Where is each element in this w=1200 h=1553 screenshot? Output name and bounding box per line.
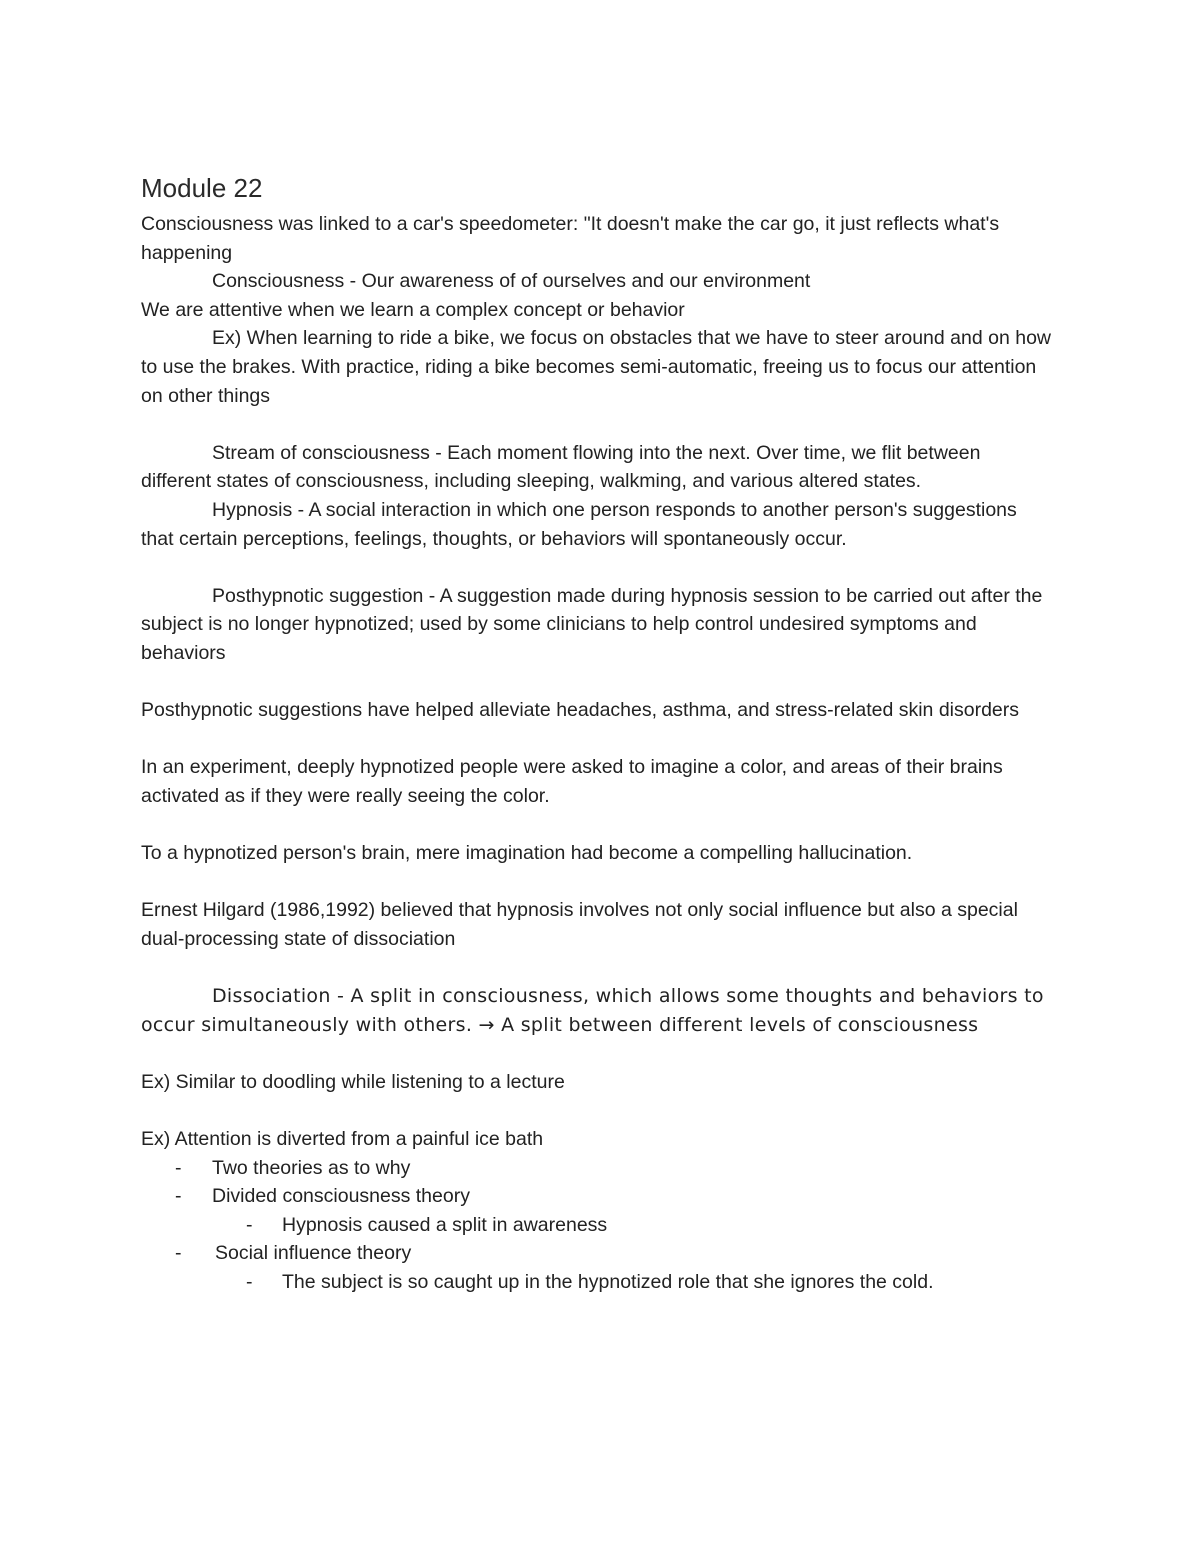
list-item-text: The subject is so caught up in the hypnotized role that she ignores the cold.	[282, 1270, 934, 1293]
example-bike: Ex) When learning to ride a bike, we focus on obstacles that we have to steer around and on how to use the brakes. With practice, riding a bike becomes semi-automatic, freeing us to focus our attention on other things	[141, 327, 1051, 407]
theories-sublist	[141, 1211, 1051, 1240]
list-item	[141, 1182, 1051, 1211]
bullet-dash: -	[246, 1213, 253, 1236]
paragraph-posthypnotic-effects: Posthypnotic suggestions have helped alleviate headaches, asthma, and stress-related skin disorders	[141, 699, 1020, 722]
bullet-dash: -	[175, 1156, 182, 1179]
theories-list	[141, 1239, 1051, 1268]
spacer	[141, 668, 1051, 697]
list-item-text: Divided consciousness theory	[212, 1185, 470, 1208]
spacer	[141, 553, 1051, 582]
definition-stream-of-consciousness: Stream of consciousness - Each moment flowing into the next. Over time, we flit between different states of consciousness, including sleeping, walkming, and various altered states.	[141, 441, 981, 493]
paragraph-attentive: We are attentive when we learn a complex concept or behavior	[141, 298, 685, 321]
spacer	[141, 410, 1051, 439]
theories-list	[141, 1154, 1051, 1211]
paragraph-speedometer: Consciousness was linked to a car's speedometer: "It doesn't make the car go, it just reflects what's happening	[141, 213, 1000, 264]
paragraph-hilgard: Ernest Hilgard (1986,1992) believed that hypnosis involves not only social influence but also a special dual-processing state of dissociation	[141, 899, 1018, 950]
list-item	[141, 1268, 1051, 1297]
definition-consciousness: Consciousness - Our awareness of of ourselves and our environment	[212, 270, 811, 293]
spacer	[141, 1096, 1051, 1125]
definition-hypnosis: Hypnosis - A social interaction in which one person responds to another person's suggestions that certain perceptions, feelings, thoughts, or behaviors will spontaneously occur.	[141, 498, 1017, 550]
list-item	[141, 1154, 1051, 1183]
bullet-dash: -	[246, 1270, 253, 1293]
spacer	[141, 725, 1051, 754]
example-ice-bath: Ex) Attention is diverted from a painful ice bath	[141, 1128, 544, 1150]
spacer	[141, 868, 1051, 897]
spacer	[141, 953, 1051, 982]
paragraph-experiment: In an experiment, deeply hypnotized people were asked to imagine a color, and areas of their brains activated as if they were really seeing the color.	[141, 756, 1003, 807]
definition-dissociation: Dissociation - A split in consciousness, which allows some thoughts and behaviors to occur simultaneously with others. → A split between different levels of consciousness	[141, 985, 1044, 1036]
list-item-text: Social influence theory	[215, 1242, 412, 1265]
spacer	[141, 810, 1051, 839]
spacer	[141, 1039, 1051, 1068]
theories-sublist	[141, 1268, 1051, 1297]
definition-posthypnotic-suggestion: Posthypnotic suggestion - A suggestion made during hypnosis session to be carried out after the subject is no longer hypnotized; used by some clinicians to help control undesired symptoms and behaviors	[141, 584, 1043, 664]
list-item-text: Two theories as to why	[212, 1156, 411, 1179]
bullet-dash: -	[175, 1185, 182, 1208]
example-doodling: Ex) Similar to doodling while listening to a lecture	[141, 1070, 565, 1093]
page-title: Module 22	[141, 173, 263, 203]
list-item	[141, 1211, 1051, 1240]
list-item	[141, 1239, 1051, 1268]
paragraph-hallucination: To a hypnotized person's brain, mere imagination had become a compelling hallucination.	[141, 842, 913, 865]
document-page	[141, 170, 1051, 1297]
bullet-dash: -	[175, 1242, 182, 1265]
list-item-text: Hypnosis caused a split in awareness	[282, 1213, 608, 1236]
